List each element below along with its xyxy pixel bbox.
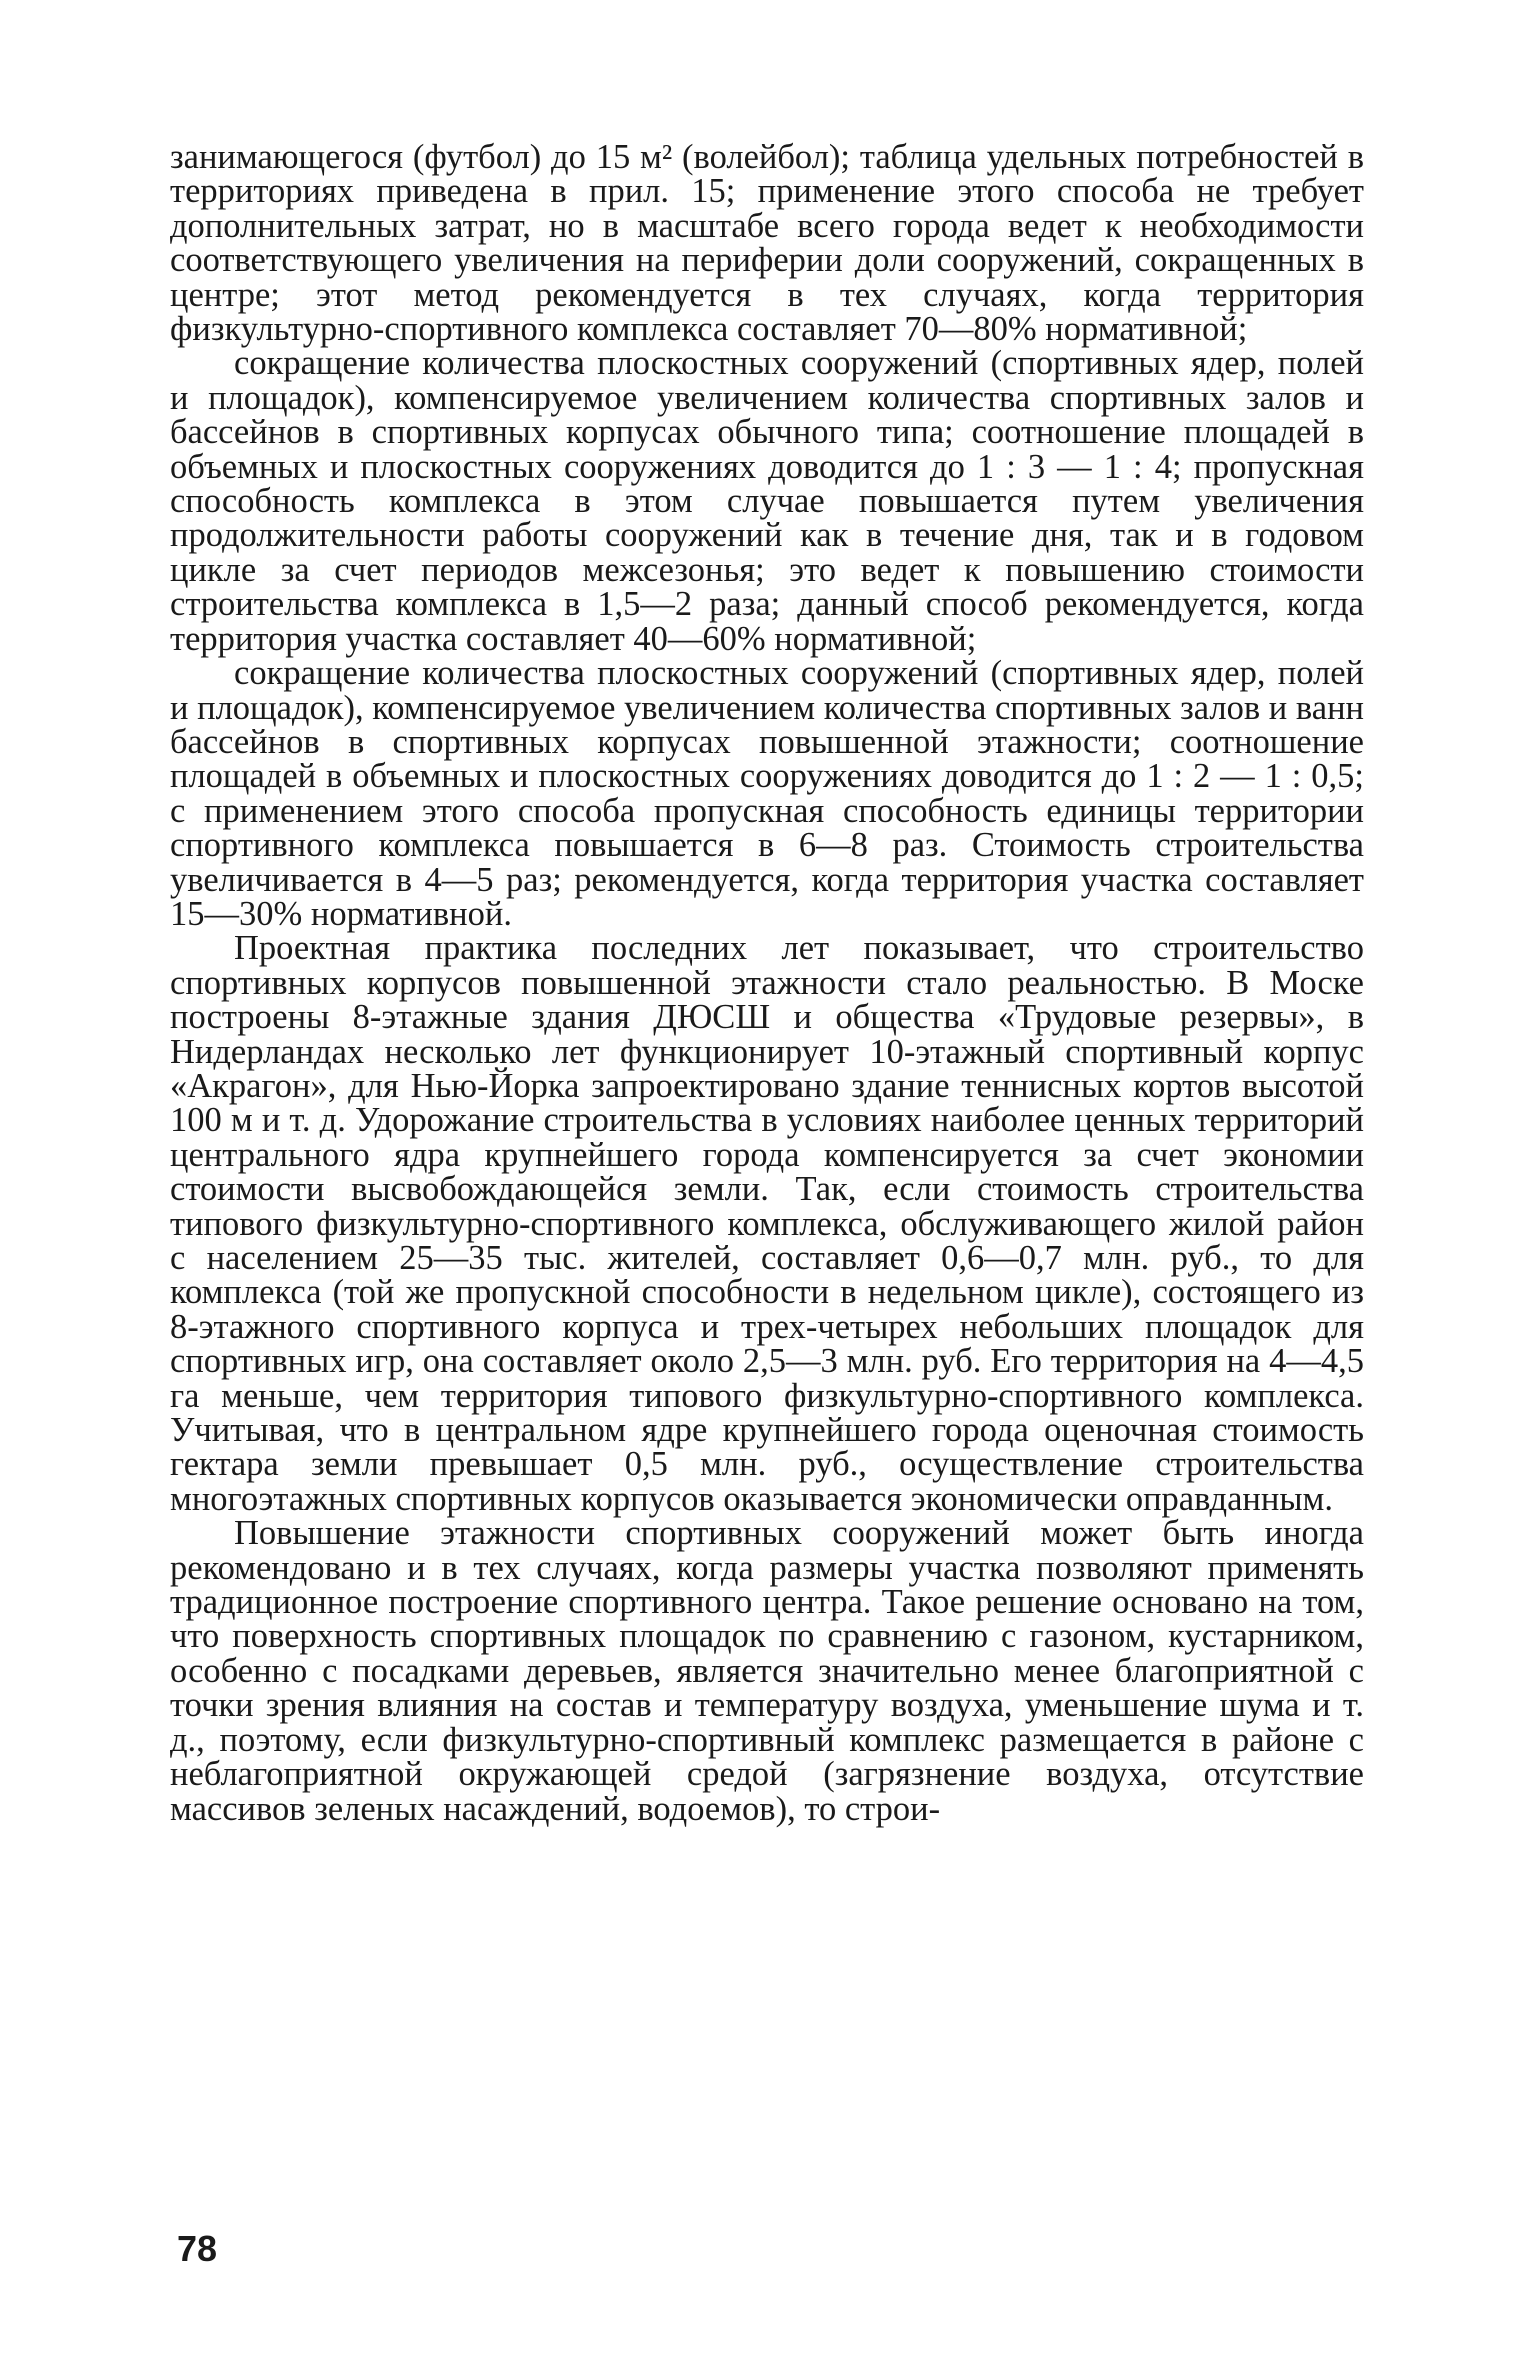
page-body bbox=[170, 140, 1364, 1826]
paragraph-4: Проектная практика последних лет показывает, что строительство спортивных корпусов повышенной этажности стало реальностью. В Моске построены 8-этажные здания ДЮСШ и общества «Трудовые резервы», в Нидерландах несколько лет функционирует 10-этажный спортивный корпус «Акрагон», для Нью-Йорка запроектировано здание теннисных кортов высотой 100 м и т. д. Удорожание строительства в условиях наиболее ценных территорий центрального ядра крупнейшего города компенсируется за счет экономии стоимости высвобождающейся земли. Так, если стоимость строительства типового физкультурно-спортивного комплекса, обслуживающего жилой район с населением 25—35 тыс. жителей, составляет 0,6—0,7 млн. руб., то для комплекса (той же пропускной способности в недельном цикле), состоящего из 8-этажного спортивного корпуса и трех-четырех небольших площадок для спортивных игр, она составляет около 2,5—3 млн. руб. Его территория на 4—4,5 га меньше, чем территория типового физкультурно-спортивного комплекса. Учитывая, что в центральном ядре крупнейшего города оценочная стоимость гектара земли превышает 0,5 млн. руб., осуществление строительства многоэтажных спортивных корпусов оказывается экономически оправданным. bbox=[170, 929, 1364, 1518]
paragraph-1: занимающегося (футбол) до 15 м² (волейбол); таблица удельных потребностей в территориях приведена в прил. 15; применение этого способа не требует дополнительных затрат, но в масштабе всего города ведет к необходимости соответствующего увеличения на периферии доли сооружений, сокращенных в центре; этот метод рекомендуется в тех случаях, когда территория физкультурно-спортивного комплекса составляет 70—80% нормативной; bbox=[170, 138, 1364, 349]
paragraph-3: сокращение количества плоскостных сооружений (спортивных ядер, полей и площадок), компенсируемое увеличением количества спортивных залов и ванн бассейнов в спортивных корпусах повышенной этажности; соотношение площадей в объемных и плоскостных сооружениях доводится до 1 : 2 — 1 : 0,5; с применением этого способа пропускная способность единицы территории спортивного комплекса повышается в 6—8 раз. Стоимость строительства увеличивается в 4—5 раз; рекомендуется, когда территория участка составляет 15—30% нормативной. bbox=[170, 654, 1364, 933]
paragraph-5: Повышение этажности спортивных сооружений может быть иногда рекомендовано и в тех случаях, когда размеры участка позволяют применять традиционное построение спортивного центра. Такое решение основано на том, что поверхность спортивных площадок по сравнению с газоном, кустарником, особенно с посадками деревьев, является значительно менее благоприятной с точки зрения влияния на состав и температуру воздуха, уменьшение шума и т. д., поэтому, если физкультурно-спортивный комплекс размещается в районе с неблагоприятной окружающей средой (загрязнение воздуха, отсутствие массивов зеленых насаждений, водоемов), то строи- bbox=[170, 1514, 1364, 1828]
page-number: 78 bbox=[177, 2228, 218, 2269]
paragraph-2: сокращение количества плоскостных сооружений (спортивных ядер, полей и площадок), компенсируемое увеличением количества спортивных залов и бассейнов в спортивных корпусах обычного типа; соотношение площадей в объемных и плоскостных сооружениях доводится до 1 : 3 — 1 : 4; пропускная способность комплекса в этом случае повышается путем увеличения продолжительности работы сооружений как в течение дня, так и в годовом цикле за счет периодов межсезонья; это ведет к повышению стоимости строительства комплекса в 1,5—2 раза; данный способ рекомендуется, когда территория участка составляет 40—60% нормативной; bbox=[170, 344, 1364, 658]
